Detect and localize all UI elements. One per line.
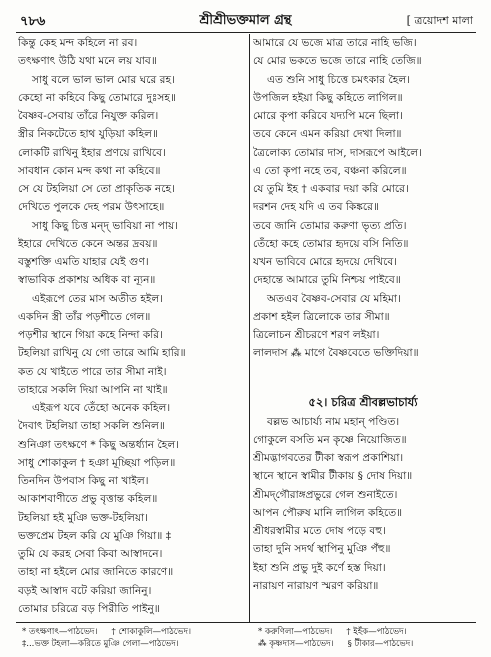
verse-line: তাহা দুনি সদর্থ স্থাপিনু মুঞি পঁহু॥ <box>253 543 391 556</box>
verse-line: শ্রীমদ্ভাগবতের টীকা স্বরূপ প্রকাশিয়া। <box>253 452 404 464</box>
verse-line: সাবধান কোন মন্দ কথা না কহিবে॥ <box>18 164 161 177</box>
verse-line: আকাশবাণীতে প্রভু বৃত্তান্ত কহিল॥ <box>18 493 158 506</box>
verse-line: এত শুনি সাধু চিত্তে চমৎকার হৈল। <box>267 73 411 86</box>
footnote: § টীকার—পাঠভেদ। <box>347 639 414 649</box>
column-divider <box>249 34 250 622</box>
verse-line: নারায়ণ নারায়ণ স্মরণ করিয়া॥ <box>253 579 379 592</box>
verse-line: আমারে যে ভজে মাত্র তারে নাহি ভজি। <box>253 37 417 49</box>
verse-line: স্বাভাবিক প্রকাশয় অধিক বা ন্যূন॥ <box>18 274 156 287</box>
footnote-rule <box>16 622 476 623</box>
verse-line: স্থানে স্থানে স্বামীর টীকায় § দোষ দিয়া॥ <box>253 470 413 483</box>
verse-line: কেহো না কহিবে কিছু তোমারে দুঃসহ॥ <box>18 91 176 104</box>
verse-line: এইরূপ যবে তেঁহো অনেক কহিল। <box>32 402 171 414</box>
verse-line: বল্লভ আচার্য্য নাম মহান্ পণ্ডিত। <box>267 415 400 428</box>
footnote: * করুণিলা—পাঠভেদ। <box>258 627 333 637</box>
verse-line: তবে কেনে এমন করিয়া দেখা দিলা॥ <box>253 128 402 141</box>
verse-line: এ তো কৃপা নহে তব, বঞ্চনা করিলে॥ <box>253 164 407 177</box>
verse-line: শ্রীধরস্বামীর মতে দোষ পড়ে বহু। <box>253 525 386 537</box>
verse-line: ইহা শুনি প্রভু দুই কর্ণে হস্ত দিয়া। <box>253 561 386 574</box>
page-number: ৭৮৬ <box>20 14 46 29</box>
right-column-verses <box>253 34 473 363</box>
section-label: [ ত্রয়োদশ মালা <box>406 14 473 27</box>
verse-line: লালদাস ⁂ মাগে বৈষ্ণবেতে ভক্তিদিয়া॥ <box>253 347 419 360</box>
page-header <box>0 10 491 32</box>
verse-line: যে তুমি ইহ † একবার দয়া করি মোরে। <box>253 183 409 195</box>
verse-line: টহলিয়া রাখিনু যে গো তারে আমি হারি॥ <box>18 347 186 360</box>
running-title: শ্রীশ্রীভক্তমাল গ্রন্থ <box>199 13 292 28</box>
verse-line: দৈবাৎ টহলিয়া তাহা সকলি শুনিল॥ <box>18 420 165 433</box>
verse-line: তুমি যে করহ সেবা কিবা আস্বাদনে। <box>18 548 163 560</box>
verse-line: কিন্তু কেহ মন্দ কহিলে না রব। <box>18 37 138 49</box>
chapter-heading: ৫২। চরিত্র শ্রীবল্লভাচার্য্য <box>308 394 418 409</box>
left-column <box>18 34 246 618</box>
verse-line: টহলিয়া হই মুঞি ভক্ত-টহলিয়া। <box>18 511 148 524</box>
verse-line: তাহা না হইলে মোর জানিতে কারণে॥ <box>18 566 174 579</box>
verse-line: দেখিতে পুলকে দেহ পরম উৎসাহে॥ <box>18 201 165 214</box>
verse-line: তৎক্ষণাৎ উঠি যথা মনে লয় যাব॥ <box>18 55 157 68</box>
verse-line: বড়ই আস্বাদ বটে করিয়া জানিনু। <box>18 584 152 597</box>
verse-line: শুনিঞা তৎক্ষণে * কিছু অন্তর্ধ্যান হৈল। <box>18 438 179 451</box>
footnotes-left <box>22 626 248 654</box>
verse-line: সাধু বলে ভাল ভাল মোর ঘরে রহ। <box>32 73 175 86</box>
verse-line: প্রকাশ হইল ত্রিলোকে তার সীমা॥ <box>253 310 390 323</box>
footnote: * তৎক্ষণাৎ—পাঠভেদ। <box>22 627 98 637</box>
verse-line: তাহারে সকলি দিয়া আপনি না খাই॥ <box>18 383 168 396</box>
footnote: ‡...ভক্ত টহলা—করিতে মুঞি গেলা—পাঠভেদ। <box>22 639 179 649</box>
verse-line: বৈষ্ণব-সেবায় তাঁরে নিযুক্ত করিল। <box>18 110 159 122</box>
verse-line: শ্রীমদ্‌গৌরাঙ্গপ্রভুরে গেল শুনাইতে। <box>253 488 398 501</box>
verse-line: এইরূপে তের মাস অতীত হইল। <box>32 292 164 305</box>
footnote: † শোকাকুলি—পাঠভেদ। <box>111 627 192 637</box>
verse-line: একদিন স্ত্রী তাঁর পড়শীতে গেল॥ <box>18 310 151 323</box>
verse-line: ত্রৈলোক্য তোমার দাস, দাসরূপে আইলে। <box>253 146 422 159</box>
verse-line: পড়শীর স্থানে গিয়া কহে নিন্দা করি। <box>18 329 163 341</box>
verse-line: লোকটি রাখিনু ইহার প্রণয়ে রাখিবে। <box>18 146 166 159</box>
section-gap <box>253 363 473 391</box>
footnote-row <box>22 626 248 638</box>
verse-line: গোকুলে বসতি মন কৃষ্ণে নিয়োজিত॥ <box>253 433 407 446</box>
verse-line: সাধু কিছু চিত্ত মন্দ্ ভাবিয়া না পায়। <box>32 219 179 232</box>
verse-line: ত্রিলোচন শ্রীচরণে শরণ লইয়া। <box>253 329 380 341</box>
verse-line: ভক্তপ্রেম টহল করি যে মুঞি গিয়া॥ ‡ <box>18 529 172 542</box>
verse-line: তোমার চরিত্রে বড় পিরীতি পাইনু॥ <box>18 602 160 615</box>
footnote: † ইহঁক—পাঠভেদ। <box>346 627 407 637</box>
verse-line: অতএব বৈষ্ণব-সেবার যে মহিমা। <box>267 292 401 305</box>
footnote-row <box>22 638 248 650</box>
verse-line: যখন ভাবিবে মোরে হৃদয়ে দেখিবে। <box>253 256 398 268</box>
verse-line: মোরে কৃপা করিবে যদ্যপি মনে ছিলা। <box>253 110 403 122</box>
footnote: ⁂ কৃষ্ণদাস—পাঠভেদ। <box>258 639 334 649</box>
verse-line: তিনদিন উপবাস কিছু না খাইল। <box>18 475 149 487</box>
right-column <box>253 34 473 595</box>
verse-line: তেঁহো কহে তোমার হৃদয়ে বসি নিতি॥ <box>253 237 409 250</box>
footnotes-right <box>258 626 474 654</box>
verse-line: দরশন দেহ যদি এ তব কিঙ্করে॥ <box>253 201 379 214</box>
verse-line: কত যে খাইতে পারে তার সীমা নাই। <box>18 365 167 378</box>
footnote-row <box>258 626 474 638</box>
verse-line: আপন পৌরুষ মানি লাগিল কহিতে॥ <box>253 506 403 519</box>
verse-line: দেহান্তে আমারে তুমি নিশ্চয় পাইবে॥ <box>253 274 401 287</box>
chapter-verses <box>253 413 473 596</box>
verse-line: সে যে টহলিয়া সে তো প্রাকৃতিক নহে। <box>18 183 175 195</box>
verse-line: বস্তুশক্তি এমতি যাহার যেই গুণ। <box>18 256 149 268</box>
verse-line: স্ত্রীর নিকটেতে হাথ যুড়িয়া কহিল॥ <box>18 128 159 141</box>
verse-line: যে মোর ভকতে ভজে তারে নাহি তেজি॥ <box>253 55 422 68</box>
verse-line: সাধু শোকাকুল † হঞা মূচ্ছিয়া পড়িল॥ <box>18 456 176 469</box>
verse-line: তবে জানি তোমার করুণা ভৃত্য প্রতি। <box>253 219 407 232</box>
verse-line: উপজিল হইয়া কিছু কহিতে লাগিল॥ <box>253 91 403 104</box>
footnote-row <box>258 638 474 650</box>
header-rule <box>16 32 476 33</box>
verse-line: ইহারে দেখিতে কেনে অন্তর দ্রবয়॥ <box>18 237 158 250</box>
